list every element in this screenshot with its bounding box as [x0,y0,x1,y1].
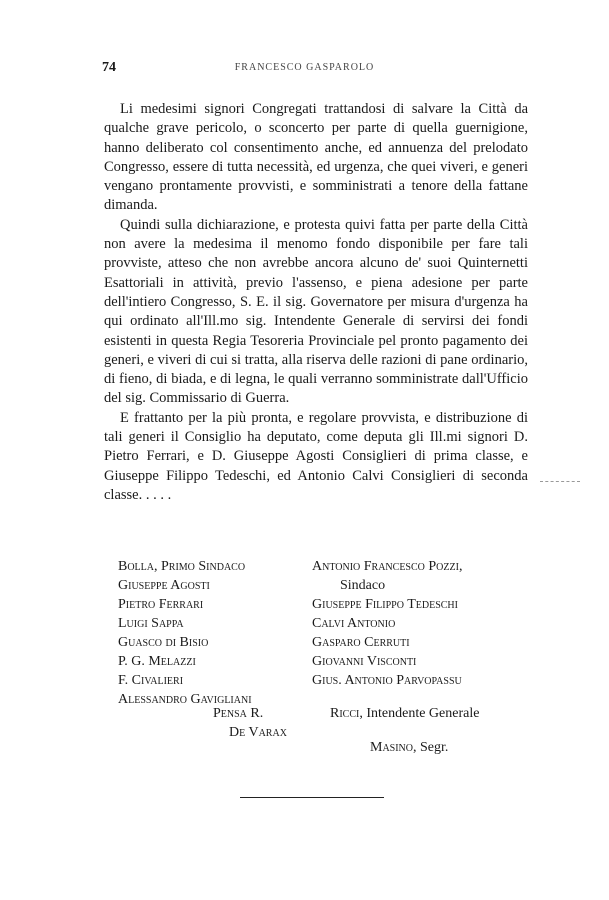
signature-ricci [330,706,479,722]
page-number: 74 [102,60,116,75]
signature: Gasparo Cerruti [312,635,410,650]
running-head: FRANCESCO GASPAROLO [234,62,375,73]
signature: Pietro Ferrari [118,597,204,612]
body-text [104,100,528,505]
signature: Guasco di Bisio [118,635,209,650]
paragraph-3: E frattanto per la più pronta, e regolare provvista, e distribuzione di tali generi il Consiglio ha deputato, come deputa gli Ill.mi signori D. Pietro Ferrari, e D. Giuseppe Agosti Consiglieri di prima classe, e Giuseppe Filippo Tedeschi, ed Antonio Calvi Consiglieri di seconda classe. . . . . [104,409,528,503]
signature: Giuseppe Agosti [118,578,210,593]
signature-de-varax: De Varax [229,725,287,740]
ricci-role: Intendente Generale [366,706,480,721]
signature: Giovanni Visconti [312,654,417,669]
signature-pensa: Pensa R. [213,706,264,721]
signature-role: Sindaco [340,578,386,593]
signatures-left [118,557,252,709]
signature: F. Civalieri [118,673,184,688]
signature: Gius. Antonio Parvopassu [312,673,462,688]
paragraph-2: Quindi sulla dichiarazione, e protesta quivi fatta per parte della Città non avere la medesima il menomo fondo disponibile per fare tali provviste, atteso che non avrebbe ancora alcuno de' suoi Quinternetti Esattoriali in attività, previo l'assenso, e piena adesione per parte dell'intiero Congresso, S. E. il sig. Governatore per misura d'urgenza ha qui ordinato all'Ill.mo sig. Intendente Generale di servirsi dei fondi esistenti in questa Regia Tesoreria Provinciale pel pronto pagamento dei generi, e viveri di cui si tratta, alla riserva delle razioni di pane ordinario, di fieno, di biada, e di legna, le quali verranno somministrate dall'Ufficio del sig. Commissario di Guerra. [104,216,528,407]
signature: Alessandro Gavigliani [118,692,252,707]
paragraph-1: Li medesimi signori Congregati trattandosi di salvare la Città da qualche grave pericolo, o sconcerto per parte di quella guernigione, hanno deliberato col consentimento anche, ed annuenza del prelodato Congresso, essere di tutta necessità, ed urgenza, che quei viveri, e generi vengano prontamente provvisti, e somministrati a tenore della fattane dimanda. [104,101,528,214]
signature: Luigi Sappa [118,616,184,631]
signatures-right [312,557,462,690]
signature: Antonio Francesco Pozzi, [312,559,463,574]
signature-masino [370,740,448,756]
signature: P. G. Melazzi [118,654,196,669]
margin-mark [540,481,580,482]
signature: Bolla, Primo Sindaco [118,559,246,574]
signature: Giuseppe Filippo Tedeschi [312,597,458,612]
ricci-name: Ricci, [330,706,363,721]
masino-name: Masino, [370,740,417,755]
closing-rule [240,797,384,798]
masino-role: Segr. [420,740,449,755]
signature: Calvi Antonio [312,616,396,631]
